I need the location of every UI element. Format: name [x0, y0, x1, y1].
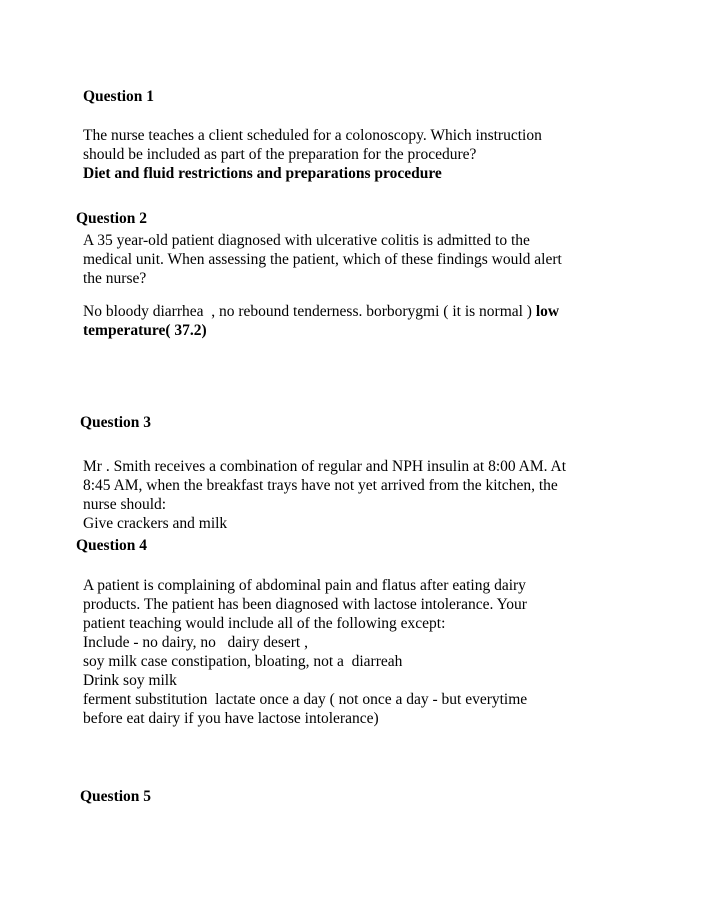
question-4-answer-line-5: before eat dairy if you have lactose intolerance): [83, 710, 379, 727]
question-1-answer: Diet and fluid restrictions and preparations procedure: [83, 165, 442, 182]
question-1-heading: Question 1: [83, 88, 155, 105]
question-2-answer-plain: No bloody diarrhea , no rebound tenderness. borborygmi ( it is normal ): [83, 303, 536, 320]
question-1-text-line-2: should be included as part of the preparation for the procedure?: [83, 146, 477, 163]
question-4-text-line-1: A patient is complaining of abdominal pain and flatus after eating dairy: [83, 577, 526, 594]
question-2-answer-line-2: temperature( 37.2): [83, 322, 207, 339]
question-4-text-line-2: products. The patient has been diagnosed with lactose intolerance. Your: [83, 596, 527, 613]
question-3-text-line-1: Mr . Smith receives a combination of regular and NPH insulin at 8:00 AM. At: [83, 458, 567, 475]
question-3-answer: Give crackers and milk: [83, 515, 228, 532]
question-4-answer-line-2: soy milk case constipation, bloating, not a diarreah: [83, 653, 403, 670]
question-3-text-line-3: nurse should:: [83, 496, 167, 513]
question-3-heading: Question 3: [80, 414, 152, 431]
question-2-text-line-1: A 35 year-old patient diagnosed with ulcerative colitis is admitted to the: [83, 232, 530, 249]
question-4-heading: Question 4: [76, 537, 148, 554]
question-2-text-line-2: medical unit. When assessing the patient, which of these findings would alert: [83, 251, 562, 268]
question-3-text-line-2: 8:45 AM, when the breakfast trays have not yet arrived from the kitchen, the: [83, 477, 558, 494]
question-4-text-line-3: patient teaching would include all of the following except:: [83, 615, 446, 632]
question-5-heading: Question 5: [80, 788, 152, 805]
question-1-text-line-1: The nurse teaches a client scheduled for a colonoscopy. Which instruction: [83, 127, 542, 144]
question-2-answer-bold-1: low: [535, 303, 560, 320]
question-2-text-line-3: the nurse?: [83, 270, 147, 287]
question-2-answer-line-1: [83, 302, 559, 321]
question-4-answer-line-3: Drink soy milk: [83, 672, 177, 689]
question-2-heading: Question 2: [76, 210, 148, 227]
question-4-answer-line-4: ferment substitution lactate once a day ( not once a day - but everytime: [83, 691, 528, 708]
question-4-answer-line-1: Include - no dairy, no dairy desert ,: [83, 634, 308, 651]
